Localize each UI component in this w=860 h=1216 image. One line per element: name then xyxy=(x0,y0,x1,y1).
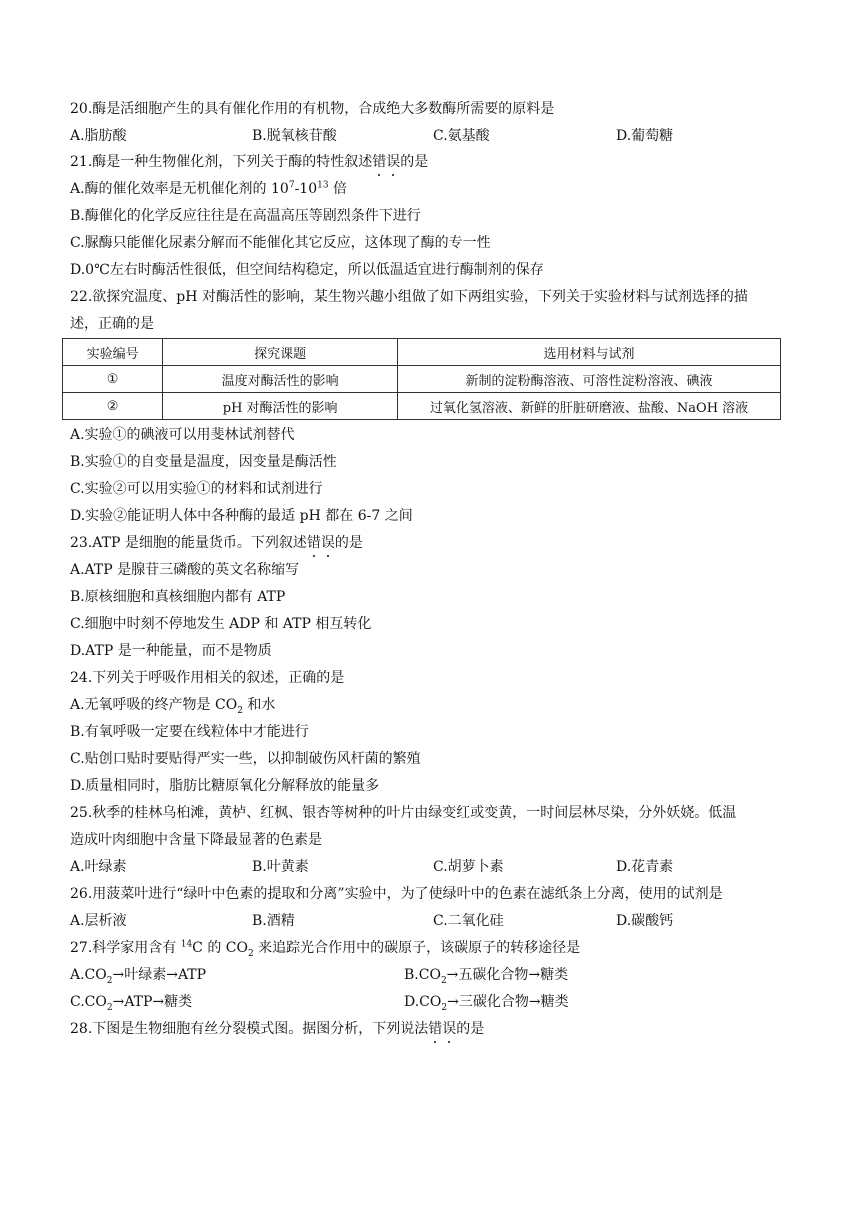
table-row xyxy=(63,366,781,393)
q20-option-b: B.脱氧核苷酸 xyxy=(252,128,337,144)
table-header-cell: 选用材料与试剂 xyxy=(398,339,781,366)
q24-option-c: C.贴创口贴时要贴得严实一些，以抑制破伤风杆菌的繁殖 xyxy=(70,751,421,767)
q22-option-b: B.实验①的自变量是温度，因变量是酶活性 xyxy=(70,454,337,470)
q22-stem-line2: 述，正确的是 xyxy=(70,316,154,332)
q24-option-d: D.质量相同时，脂肪比糖原氧化分解释放的能量多 xyxy=(70,778,380,794)
q21-option-c: C.脲酶只能催化尿素分解而不能催化其它反应，这体现了酶的专一性 xyxy=(70,235,491,251)
q23-option-a: A.ATP 是腺苷三磷酸的英文名称缩写 xyxy=(70,562,300,578)
q27-option-d: $D.CO_2\to$三碳化合物→糖类 xyxy=(404,994,569,1013)
q20-option-c: C.氨基酸 xyxy=(433,128,490,144)
q24-stem: 24.下列关于呼吸作用相关的叙述，正确的是 xyxy=(70,670,345,686)
table-cell: ① xyxy=(63,366,163,393)
q22-option-a: A.实验①的碘液可以用斐林试剂替代 xyxy=(70,427,295,443)
q25-option-c: C.胡萝卜素 xyxy=(433,859,504,875)
q21-option-d: D.0℃左右时酶活性很低，但空间结构稳定，所以低温适宜进行酶制剂的保存 xyxy=(70,262,544,278)
q21-option-a: A.酶的催化效率是无机催化剂的 $10^7-10^{13}$ 倍 xyxy=(70,180,348,197)
table-header-row xyxy=(63,339,781,366)
table-cell: 新制的淀粉酶溶液、可溶性淀粉溶液、碘液 xyxy=(398,366,781,393)
q20-stem: 20.酶是活细胞产生的具有催化作用的有机物，合成绝大多数酶所需要的原料是 xyxy=(70,101,555,117)
q28-stem: 28.下图是生物细胞有丝分裂模式图。据图分析，下列说法错误的是 xyxy=(70,1021,485,1037)
table-cell: 过氧化氢溶液、新鲜的肝脏研磨液、盐酸、NaOH 溶液 xyxy=(398,393,781,420)
q22-stem-line1: 22.欲探究温度、pH 对酶活性的影响，某生物兴趣小组做了如下两组实验，下列关于实验材料与试剂选择的描 xyxy=(70,289,748,305)
q25-option-b: B.叶黄素 xyxy=(252,859,309,875)
q26-option-b: B.酒精 xyxy=(252,913,295,929)
q25-stem-line2: 造成叶肉细胞中含量下降最显著的色素是 xyxy=(70,832,322,848)
q22-option-d: D.实验②能证明人体中各种酶的最适 pH 都在 6-7 之间 xyxy=(70,508,413,524)
table-row xyxy=(63,393,781,420)
q23-option-c: C.细胞中时刻不停地发生 ADP 和 ATP 相互转化 xyxy=(70,616,372,632)
q25-stem-line1: 25.秋季的桂林乌桕滩，黄栌、红枫、银杏等树种的叶片由绿变红或变黄，一时间层林尽染，分外妖娆。低温 xyxy=(70,805,737,821)
q26-stem: 26.用菠菜叶进行“绿叶中色素的提取和分离”实验中，为了使绿叶中的色素在滤纸条上分离，使用的试剂是 xyxy=(70,886,723,902)
table-cell: 温度对酶活性的影响 xyxy=(163,366,398,393)
q26-option-a: A.层析液 xyxy=(70,913,127,929)
q22-option-c: C.实验②可以用实验①的材料和试剂进行 xyxy=(70,481,323,497)
q26-option-c: C.二氧化硅 xyxy=(433,913,504,929)
q27-option-a: $A.CO_2\to$叶绿素→ATP xyxy=(70,967,207,986)
q23-option-b: B.原核细胞和真核细胞内都有 ATP xyxy=(70,589,286,605)
q26-option-d: D.碳酸钙 xyxy=(616,913,674,929)
q27-stem: 27.科学家用含有 $^{14}$C 的 $CO_2$ 来追踪光合作用中的碳原子，该碳原子的转移途径是 xyxy=(70,939,581,959)
table-header-cell: 探究课题 xyxy=(163,339,398,366)
q25-option-d: D.花青素 xyxy=(616,859,674,875)
table-cell: pH 对酶活性的影响 xyxy=(163,393,398,420)
table-cell: ② xyxy=(63,393,163,420)
q23-option-d: D.ATP 是一种能量，而不是物质 xyxy=(70,643,272,659)
q20-option-a: A.脂肪酸 xyxy=(70,128,127,144)
table-header-cell: 实验编号 xyxy=(63,339,163,366)
q24-option-b: B.有氧呼吸一定要在线粒体中才能进行 xyxy=(70,724,309,740)
q23-stem: 23.ATP 是细胞的能量货币。下列叙述错误的是 xyxy=(70,535,363,551)
q27-option-c: $C.CO_2\to ATP\to$糖类 xyxy=(70,994,193,1013)
q21-stem: 21.酶是一种生物催化剂，下列关于酶的特性叙述错误的是 xyxy=(70,154,429,170)
q24-option-a: A.无氧呼吸的终产物是 $CO_2$ 和水 xyxy=(70,697,276,716)
q27-option-b: $B.CO_2\to$五碳化合物→糖类 xyxy=(404,967,569,986)
q21-option-b: B.酶催化的化学反应往往是在高温高压等剧烈条件下进行 xyxy=(70,208,421,224)
q20-option-d: D.葡萄糖 xyxy=(616,128,674,144)
experiment-table xyxy=(62,338,781,420)
q25-option-a: A.叶绿素 xyxy=(70,859,127,875)
